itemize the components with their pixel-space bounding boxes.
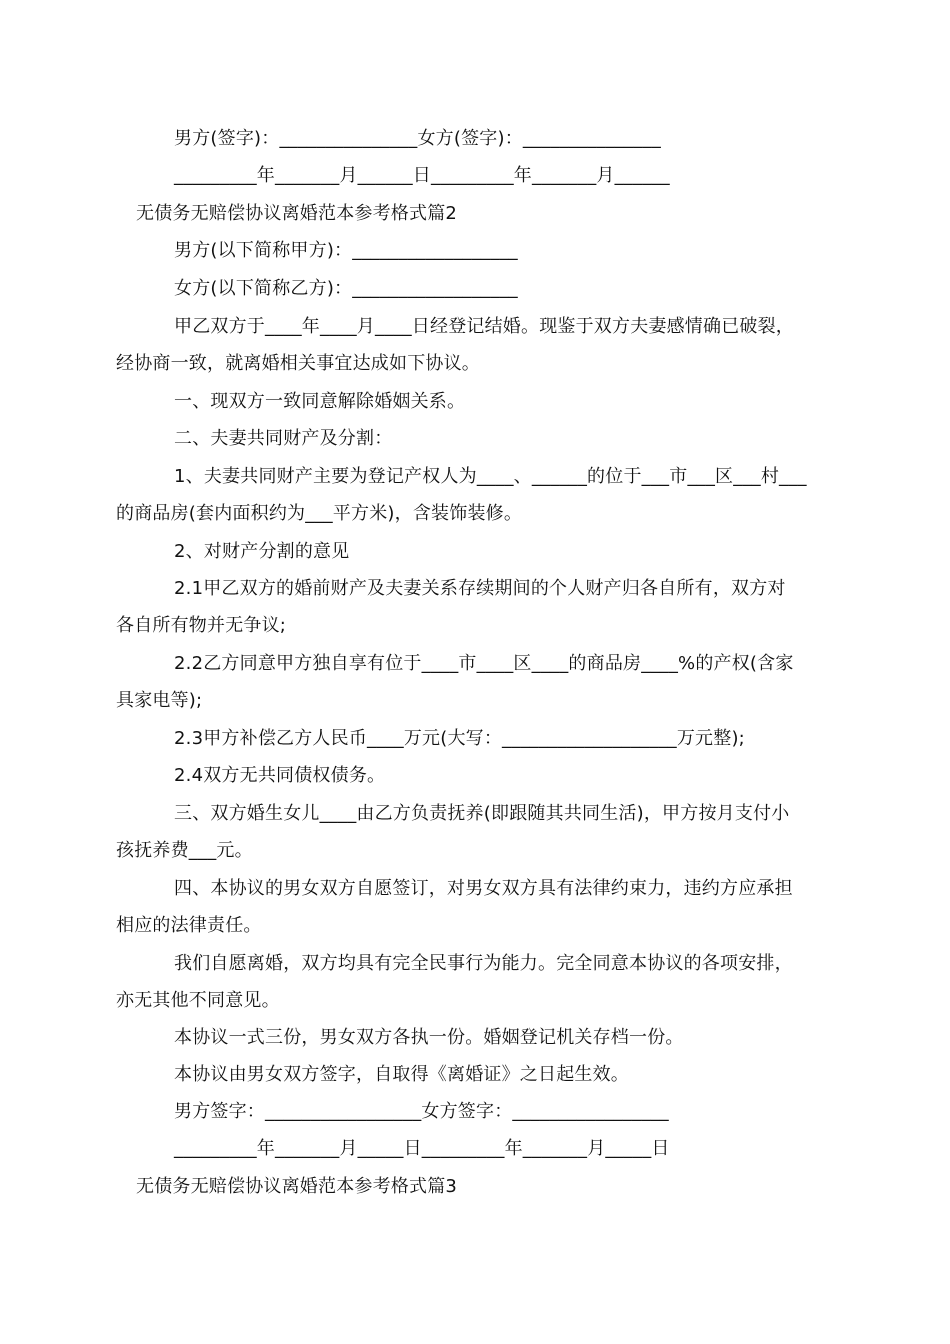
statement-line-1: 我们自愿离婚，双方均具有完全民事行为能力。完全同意本协议的各项安排， — [174, 953, 793, 974]
item-2-4: 2.4双方无共同债权债务。 — [174, 765, 386, 786]
clause-2: 二、夫妻共同财产及分割： — [174, 428, 393, 449]
section-2-title: 无债务无赔偿协议离婚范本参考格式篇2 — [136, 203, 458, 224]
item-1-line-2: 的商品房(套内面积约为___平方米)，含装饰装修。 — [116, 503, 523, 524]
item-2-1-line-2: 各自所有物并无争议; — [116, 615, 287, 636]
clause-3-line-1: 三、双方婚生女儿____由乙方负责抚养(即跟随其共同生活)，甲方按月支付小 — [174, 803, 790, 824]
item-2-1-line-1: 2.1甲乙双方的婚前财产及夫妻关系存续期间的个人财产归各自所有，双方对 — [174, 578, 786, 599]
intro-line-2: 经协商一致，就离婚相关事宜达成如下协议。 — [116, 353, 480, 374]
item-2-2-line-1: 2.2乙方同意甲方独自享有位于____市____区____的商品房____%的产权(含家 — [174, 653, 794, 674]
item-1-line-1: 1、夫妻共同财产主要为登记产权人为____、______的位于___市___区___村___ — [174, 466, 807, 487]
date-line: _________年_______月_____日_________年_______月_____日 — [174, 1138, 670, 1159]
intro-line-1: 甲乙双方于____年____月____日经登记结婚。现鉴于双方夫妻感情确已破裂， — [174, 316, 794, 337]
party-male-line: 男方(以下简称甲方)：__________________ — [174, 240, 518, 261]
effective-line: 本协议由男女双方签字，自取得《离婚证》之日起生效。 — [174, 1064, 629, 1085]
clause-1: 一、现双方一致同意解除婚姻关系。 — [174, 391, 466, 412]
section-3-title: 无债务无赔偿协议离婚范本参考格式篇3 — [136, 1176, 458, 1197]
item-2-2-line-2: 具家电等); — [116, 690, 203, 711]
item-2-3: 2.3甲方补偿乙方人民币____万元(大写：___________________万元整); — [174, 728, 745, 749]
signature-line: 男方签字：_________________女方签字：_________________ — [174, 1101, 669, 1122]
signature-line-top: 男方(签字)：_______________女方(签字)：_______________ — [174, 128, 661, 149]
clause-4-line-1: 四、本协议的男女双方自愿签订，对男女双方具有法律约束力，违约方应承担 — [174, 878, 793, 899]
clause-4-line-2: 相应的法律责任。 — [116, 915, 262, 936]
date-line-top: _________年_______月______日_________年_______月______ — [174, 165, 670, 186]
statement-line-2: 亦无其他不同意见。 — [116, 990, 280, 1011]
party-female-line: 女方(以下简称乙方)：__________________ — [174, 278, 518, 299]
copies-line: 本协议一式三份，男女双方各执一份。婚姻登记机关存档一份。 — [174, 1027, 684, 1048]
item-2: 2、对财产分割的意见 — [174, 541, 350, 562]
clause-3-line-2: 孩抚养费___元。 — [116, 840, 253, 861]
